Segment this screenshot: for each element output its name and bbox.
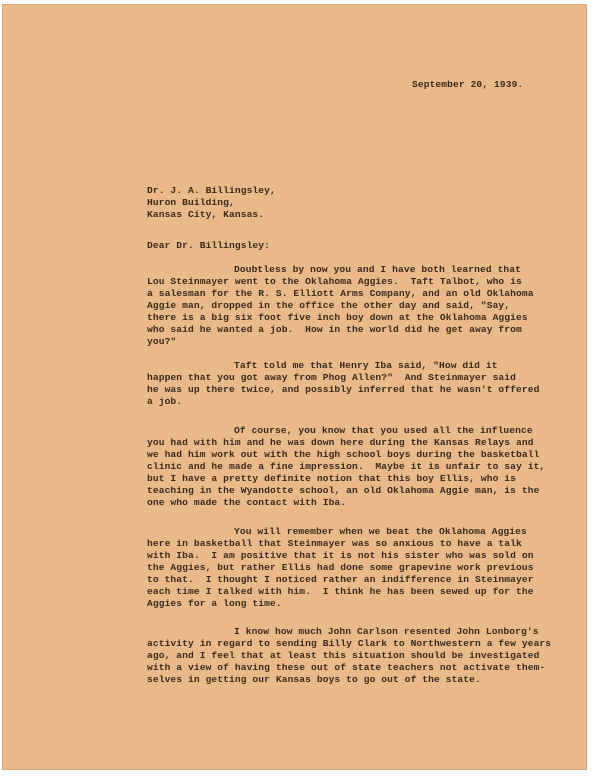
paragraph-2-line-2: happen that you got away from Phog Allen?" And Steinmayer said bbox=[147, 372, 517, 383]
paragraph-3-line-3: we had him work out with the high school boys during the basketball bbox=[147, 449, 540, 460]
paragraph-3-line-5: but I have a pretty definite notion that this boy Ellis, who is bbox=[147, 473, 517, 484]
paragraph-1-line-6: who said he wanted a job. How in the world did he get away from bbox=[147, 324, 522, 335]
letter-date: September 20, 1939. bbox=[412, 79, 524, 90]
paragraph-5-line-1: I know how much John Carlson resented John Lonborg's bbox=[234, 626, 539, 637]
salutation: Dear Dr. Billingsley: bbox=[147, 240, 271, 251]
paragraph-3-line-6: teaching in the Wyandotte school, an old Oklahoma Aggie man, is the bbox=[147, 485, 540, 496]
paragraph-4-line-1: You will remember when we beat the Oklahoma Aggies bbox=[234, 526, 527, 537]
paragraph-4-line-6: each time I talked with him. I think he has been sewed up for the bbox=[147, 586, 534, 597]
paragraph-5-line-3: ago, and I feel that at least this situation should be investigated bbox=[147, 650, 540, 661]
paragraph-4-line-3: with Iba. I am positive that it is not his sister who was sold on bbox=[147, 550, 534, 561]
paragraph-1-line-1: Doubtless by now you and I have both learned that bbox=[234, 264, 522, 275]
paragraph-1-line-2: Lou Steinmayer went to the Oklahoma Aggies. Taft Talbot, who is bbox=[147, 276, 522, 287]
paragraph-3-line-7: one who made the contact with Iba. bbox=[147, 497, 347, 508]
paragraph-2-line-4: a job. bbox=[147, 396, 183, 407]
paragraph-5-line-5: selves in getting our Kansas boys to go out of the state. bbox=[147, 674, 481, 685]
paragraph-3-line-1: Of course, you know that you used all the influence bbox=[234, 425, 533, 436]
paragraph-4-line-4: the Aggies, but rather Ellis had done some grapevine work previous bbox=[147, 562, 534, 573]
paragraph-2-line-1: Taft told me that Henry Iba said, "How did it bbox=[234, 360, 498, 371]
paragraph-3-line-4: clinic and he made a fine impression. Maybe it is unfair to say it, bbox=[147, 461, 546, 472]
recipient-city: Kansas City, Kansas. bbox=[147, 209, 265, 220]
paragraph-5-line-2: activity in regard to sending Billy Clark to Northwestern a few years bbox=[147, 638, 552, 649]
paragraph-4-line-7: Aggies for a long time. bbox=[147, 598, 282, 609]
paragraph-4-line-5: to that. I thought I noticed rather an indifference in Steinmayer bbox=[147, 574, 534, 585]
paragraph-2-line-3: he was up there twice, and possibly inferred that he wasn't offered bbox=[147, 384, 540, 395]
paragraph-1-line-4: Aggie man, dropped in the office the other day and said, "Say, bbox=[147, 300, 511, 311]
paragraph-1-line-7: you?" bbox=[147, 336, 177, 347]
paragraph-1-line-3: a salesman for the R. S. Elliott Arms Company, and an old Oklahoma bbox=[147, 288, 534, 299]
paragraph-5-line-4: with a view of having these out of state teachers not activate them- bbox=[147, 662, 546, 673]
paragraph-3-line-2: you had with him and he was down here during the Kansas Relays and bbox=[147, 437, 534, 448]
paragraph-1-line-5: there is a big six foot five inch boy down at the Oklahoma Aggies bbox=[147, 312, 528, 323]
letter-page bbox=[2, 4, 587, 770]
paragraph-4-line-2: here in basketball that Steinmayer was so anxious to have a talk bbox=[147, 538, 522, 549]
recipient-name: Dr. J. A. Billingsley, bbox=[147, 185, 276, 196]
recipient-building: Huron Building, bbox=[147, 197, 235, 208]
